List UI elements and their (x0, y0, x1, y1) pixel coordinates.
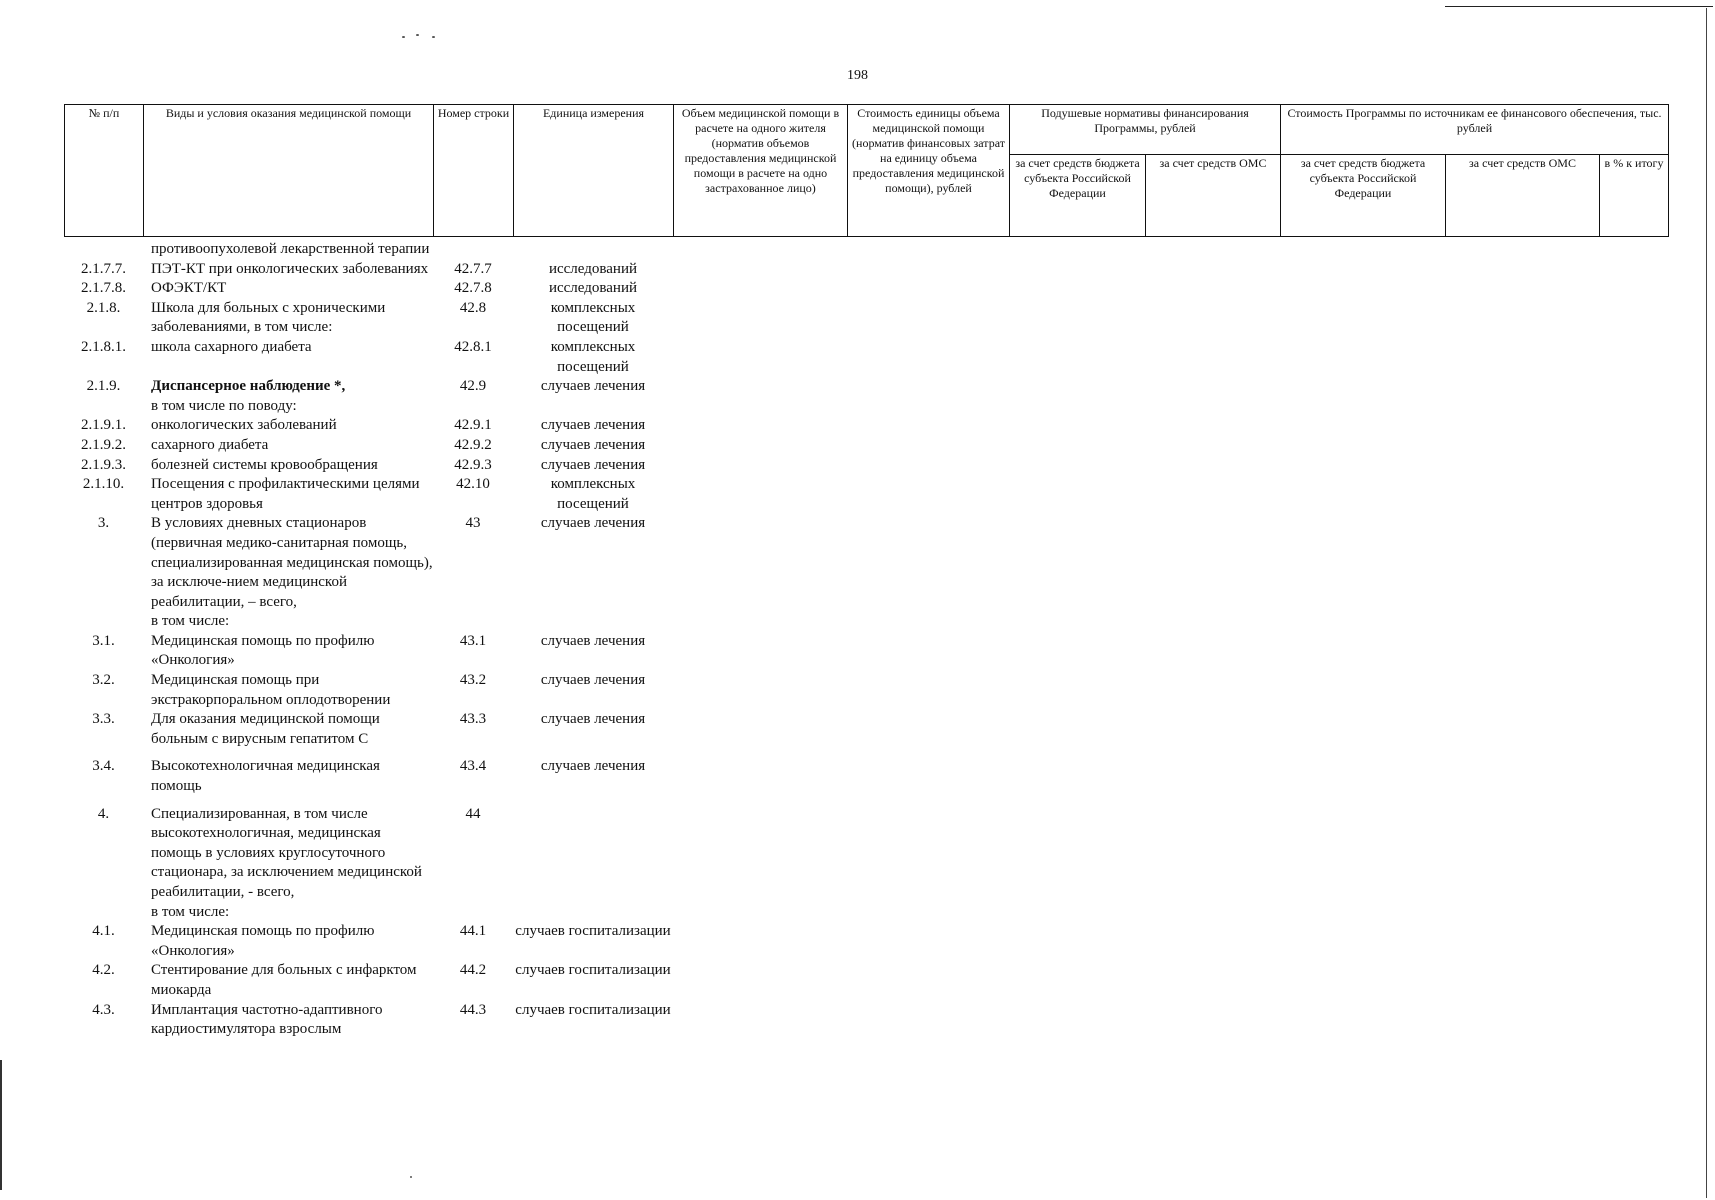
row-unit: случаев лечения (540, 711, 646, 728)
row-unit: случаев госпитализации (515, 1001, 671, 1018)
scan-edge-line (1445, 6, 1713, 7)
row-line-number: 44 (465, 805, 481, 822)
row-name-text: Стентирование для больных с инфарктом миокарда (151, 962, 417, 998)
row-line-number (433, 240, 513, 260)
row-name (143, 671, 433, 710)
table-row (64, 805, 673, 923)
scan-edge-line (0, 1060, 2, 1190)
row-name-text: Посещения с профилактическими целями центров здоровья (151, 476, 420, 512)
table-row (64, 922, 673, 961)
row-name-text: Медицинская помощь по профилю «Онкология» (151, 632, 375, 669)
row-unit: комплексных посещений (550, 299, 636, 336)
row-name-rest: в том числе по поводу: (151, 397, 297, 414)
row-number: 3.3. (92, 711, 115, 728)
row-number: 4.1. (92, 923, 115, 940)
row-name-text: ПЭТ-КТ при онкологических заболеваниях (151, 260, 429, 277)
row-name (143, 757, 433, 804)
row-unit: случаев госпитализации (515, 962, 671, 979)
header-group-cost: Стоимость Программы по источникам ее финансового обеспечения, тыс. рублей (1281, 105, 1669, 155)
row-name-text: Школа для больных с хроническими заболеваниями, в том числе: (151, 299, 386, 336)
row-unit: случаев лечения (540, 417, 646, 434)
row-name-text: Медицинская помощь при экстракорпоральном оплодотворении (151, 672, 391, 708)
row-unit: случаев лечения (540, 378, 646, 395)
row-name-text: онкологических заболеваний (151, 417, 337, 434)
row-line-number: 42.9.1 (454, 417, 492, 434)
row-unit: случаев лечения (540, 632, 646, 649)
row-name (143, 632, 433, 671)
row-number: 2.1.9.2. (81, 436, 126, 453)
row-number: 2.1.9.3. (81, 456, 126, 473)
row-name-text: ОФЭКТ/КТ (151, 280, 227, 297)
row-unit: случаев лечения (540, 456, 646, 473)
row-name (143, 299, 433, 338)
row-line-number: 42.9.3 (454, 456, 492, 473)
table-body (64, 240, 673, 1040)
header-group-norms: Подушевые нормативы финансирования Программы, рублей (1010, 105, 1281, 155)
header-col-line: Номер строки (434, 105, 514, 237)
header-col-unit: Единица измерения (514, 105, 674, 237)
header-col-type: Виды и условия оказания медицинской помощи (144, 105, 434, 237)
row-line-number: 42.8.1 (454, 338, 492, 355)
row-number: 3.2. (92, 672, 115, 689)
row-number: 2.1.8. (86, 299, 121, 316)
row-number: 4.2. (92, 962, 115, 979)
scan-speck (432, 36, 435, 38)
scan-edge-line (1706, 8, 1707, 1198)
row-unit: случаев лечения (540, 436, 646, 453)
row-name (143, 475, 433, 514)
row-unit: комплексных посещений (550, 338, 636, 375)
row-number: 4. (97, 805, 110, 822)
row-unit: случаев госпитализации (515, 923, 671, 940)
row-name-text: В условиях дневных стационаров (первичная медико-санитарная помощь, специализированная медицинская помощь), за исключе-нием медицинской реабилитации, – всего, в том числе: (151, 515, 433, 630)
row-line-number: 42.8 (459, 299, 487, 316)
table-row (64, 757, 673, 804)
row-number: 3.4. (92, 758, 115, 775)
row-line-number: 43.2 (459, 672, 487, 689)
row-name-text: Высокотехнологичная медицинская помощь (151, 758, 380, 795)
row-name (143, 456, 433, 476)
table-row (64, 961, 673, 1000)
table-row (64, 514, 673, 632)
row-unit (513, 240, 673, 260)
header-sub-cost-percent: в % к итогу (1600, 155, 1669, 237)
row-name-text: болезней системы кровообращения (151, 456, 378, 473)
row-number: 2.1.9.1. (81, 417, 126, 434)
row-name (143, 1001, 433, 1040)
row-line-number: 44.3 (459, 1001, 487, 1018)
header-sub-cost-budget: за счет средств бюджета субъекта Российской Федерации (1281, 155, 1446, 237)
header-col-volume: Объем медицинской помощи в расчете на одного жителя (норматив объемов предоставления медицинской помощи в расчете на одно застрахованное лицо) (674, 105, 848, 237)
table-row (64, 632, 673, 671)
row-name (143, 279, 433, 299)
row-line-number: 43.3 (459, 711, 487, 728)
row-number: 3.1. (92, 632, 115, 649)
row-name-text: Медицинская помощь по профилю «Онкология» (151, 923, 375, 959)
row-unit: случаев лечения (540, 515, 646, 532)
scan-speck (410, 1176, 412, 1178)
row-name (143, 338, 433, 377)
row-name (143, 514, 433, 632)
header-sub-norm-budget: за счет средств бюджета субъекта Российской Федерации (1010, 155, 1146, 237)
page-number: 198 (847, 68, 868, 83)
table-row (64, 299, 673, 338)
table-row (64, 260, 673, 280)
row-unit: случаев лечения (540, 672, 646, 689)
table-row (64, 671, 673, 710)
row-name (143, 240, 433, 260)
header-sub-norm-oms: за счет средств ОМС (1146, 155, 1281, 237)
row-name (143, 377, 433, 416)
row-line-number: 42.9 (459, 378, 487, 395)
row-name-text: противоопухолевой лекарственной терапии (151, 241, 430, 257)
table-row (64, 710, 673, 757)
scan-speck (416, 34, 419, 36)
row-unit: комплексных посещений (550, 476, 636, 512)
row-number: 2.1.7.7. (81, 260, 126, 277)
table-row (64, 475, 673, 514)
header-col-num: № п/п (65, 105, 144, 237)
row-unit: исследований (548, 280, 638, 297)
table-header (64, 104, 1669, 237)
table-row (64, 456, 673, 476)
row-name-bold: Диспансерное наблюдение *, (151, 378, 346, 395)
row-unit: случаев лечения (540, 758, 646, 775)
row-name-text: Для оказания медицинской помощи больным с вирусным гепатитом С (151, 711, 380, 747)
row-name (143, 961, 433, 1000)
row-unit (513, 805, 673, 923)
row-line-number: 42.7.8 (454, 280, 492, 297)
row-line-number: 44.2 (459, 962, 487, 979)
row-name (143, 805, 433, 923)
row-line-number: 44.1 (459, 923, 487, 940)
table-row (64, 416, 673, 436)
table-row (64, 338, 673, 377)
row-line-number: 43 (465, 515, 481, 532)
row-name (143, 922, 433, 961)
row-number: 2.1.10. (82, 476, 125, 493)
row-line-number: 43.4 (459, 758, 487, 775)
table-row (64, 240, 673, 260)
row-name (143, 416, 433, 436)
row-name-text: Имплантация частотно-адаптивного кардиостимулятора взрослым (151, 1001, 383, 1038)
table-row (64, 436, 673, 456)
row-number (64, 240, 143, 260)
row-line-number: 42.9.2 (454, 436, 492, 453)
scan-speck (402, 36, 405, 38)
header-col-cost: Стоимость единицы объема медицинской помощи (норматив финансовых затрат на единицу объема предоставления медицинской помощи), рублей (848, 105, 1010, 237)
row-number: 4.3. (92, 1001, 115, 1018)
row-number: 3. (97, 515, 110, 532)
table-row (64, 1001, 673, 1040)
row-number: 2.1.7.8. (81, 280, 126, 297)
row-unit: исследований (548, 260, 638, 277)
table-row (64, 279, 673, 299)
row-name (143, 436, 433, 456)
row-name (143, 710, 433, 757)
row-name (143, 260, 433, 280)
row-line-number: 42.10 (456, 476, 490, 493)
row-line-number: 43.1 (459, 632, 487, 649)
row-number: 2.1.8.1. (81, 338, 126, 355)
header-sub-cost-oms: за счет средств ОМС (1446, 155, 1600, 237)
row-number: 2.1.9. (86, 378, 121, 395)
table-row (64, 377, 673, 416)
row-name-text: школа сахарного диабета (151, 338, 312, 355)
row-line-number: 42.7.7 (454, 260, 492, 277)
row-name-text: Специализированная, в том числе высокотехнологичная, медицинская помощь в условиях круглосуточного стационара, за исключением медицинской реабилитации, - всего, в том числе: (151, 805, 422, 920)
row-name-text: сахарного диабета (151, 436, 269, 453)
